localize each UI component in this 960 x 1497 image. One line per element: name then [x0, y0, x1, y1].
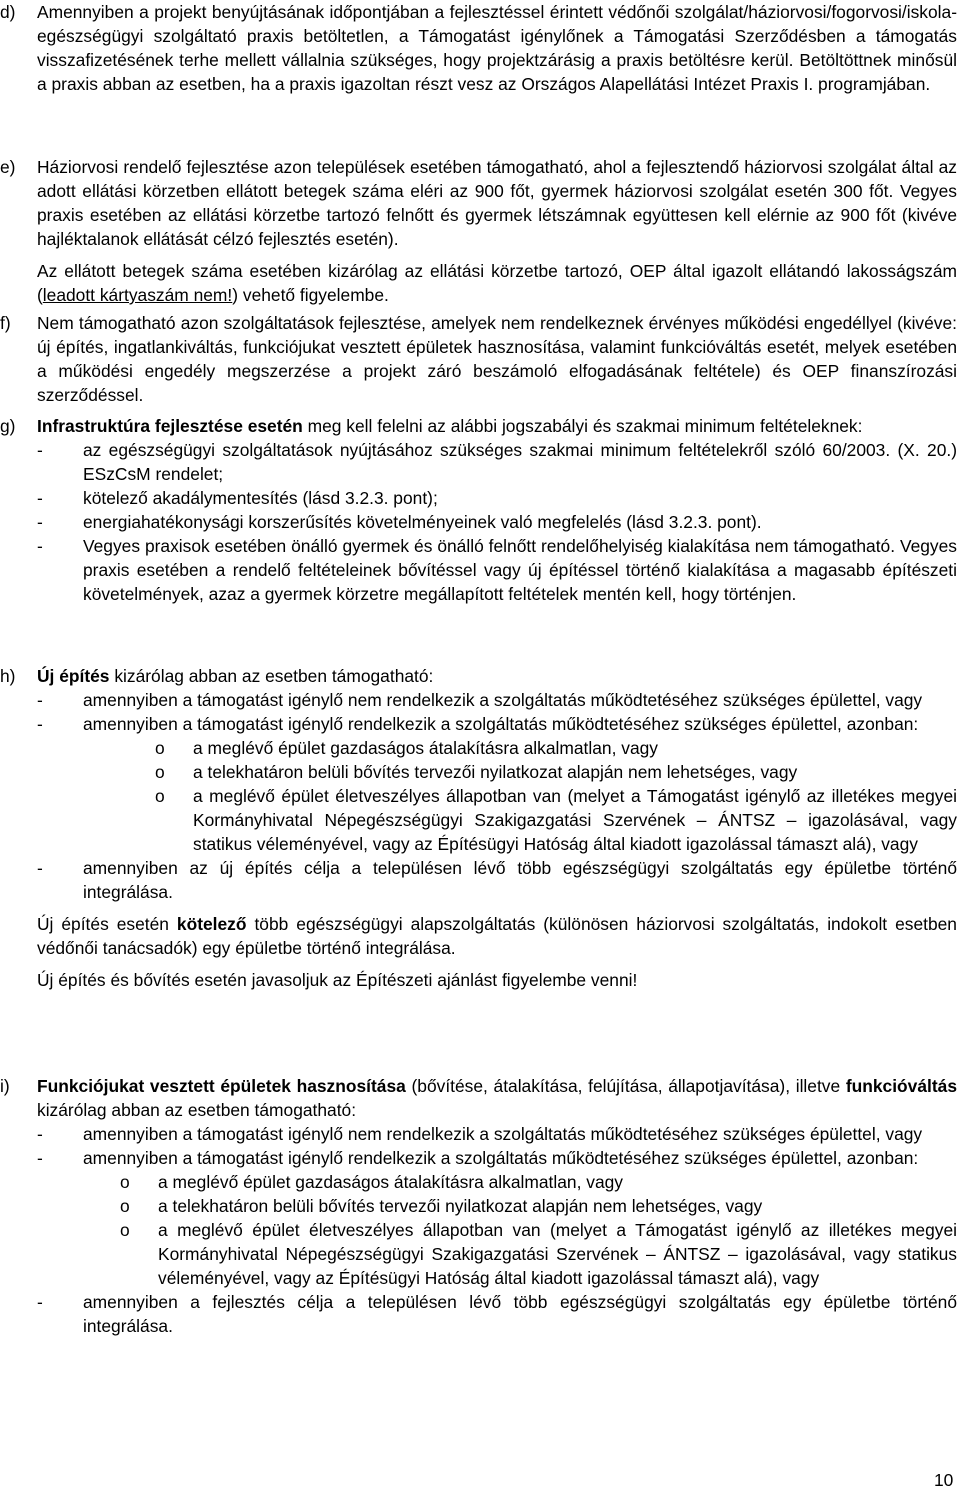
sub-bullet-item: o a meglévő épület gazdaságos átalakításra alkalmatlan, vagy	[120, 1172, 623, 1192]
item-text: Háziorvosi rendelő fejlesztése azon települések esetében támogatható, ahol a fejlesztendő háziorvosi szolgálat által az adott ellátási körzetben ellátott betegek száma eléri az 900 főt, gyermek háziorvosi szolgálat esetén 300 főt. Vegyes praxis esetében az ellátási körzetbe tartozó felnőtt és gyermek létszámnak együttesen kell elérnie az 900 főt (kivéve hajléktalanok ellátását célzó fejlesztés esetén).	[37, 157, 957, 249]
bullet-item: - Vegyes praxisok esetében önálló gyermek és önálló felnőtt rendelőhelyiség kialakítása nem támogatható. Vegyes praxis esetében a rendelő feltételeinek bővítéssel vagy új építéssel történő kialakítása a magasabb építészeti követelmények, azaz a gyermek körzetre megállapított feltételek mentén kell, hogy történjen.	[37, 536, 957, 604]
item-text: Funkciójukat vesztett épületek hasznosítása (bővítése, átalakítása, felújítása, állapotjavítása), illetve funkcióváltás kizárólag abban az esetben támogatható:	[37, 1076, 957, 1120]
bullet-item: - kötelező akadálymentesítés (lásd 3.2.3. pont);	[37, 488, 438, 508]
item-text: Amennyiben a projekt benyújtásának időpontjában a fejlesztéssel érintett védőnői szolgálat/háziorvosi/fogorvosi/iskola-egészségügyi szolgáltató praxis betöltetlen, a Támogatást igénylőnek a Támogatási Szerződésben a támogatás visszafizetésének terhe mellett vállalnia szükséges, hogy projektzárásig a praxis betöltésre kerül. Betöltöttnek minősül a praxis abban az esetben, ha a praxis igazoltan részt vesz az Országos Alapellátási Intézet Praxis I. programjában.	[37, 2, 957, 94]
bullet-item: - amennyiben a fejlesztés célja a településen lévő több egészségügyi szolgáltatás egy épületbe történő integrálása.	[37, 1292, 957, 1336]
item-d	[0, 0, 957, 96]
item-label: e)	[0, 157, 16, 177]
item-text: Infrastruktúra fejlesztése esetén meg kell felelni az alábbi jogszabályi és szakmai minimum feltételeknek:	[37, 416, 863, 436]
item-note: Új építés esetén kötelező több egészségügyi alapszolgáltatás (különösen háziorvosi szolgáltatás, indokolt esetben védőnői tanácsadók) egy épületbe történő integrálása.	[37, 914, 957, 958]
sub-bullet-item: o a meglévő épület gazdaságos átalakításra alkalmatlan, vagy	[155, 738, 658, 758]
page-number: 10	[934, 1470, 954, 1490]
item-label: i)	[0, 1076, 10, 1096]
item-text: Nem támogatható azon szolgáltatások fejlesztése, amelyek nem rendelkeznek érvényes működési engedéllyel (kivéve: új építés, ingatlankiváltás, funkciójukat vesztett épületek hasznosítása, valamint funkcióváltás esetét, melyek esetében a működési engedély megszerzése a projekt záró beszámoló elfogadásának feltétele) és OEP finanszírozási szerződéssel.	[37, 313, 957, 405]
item-h	[0, 664, 957, 992]
underlined-text: leadott kártyaszám nem!	[42, 285, 233, 305]
sub-bullet-item: o a meglévő épület életveszélyes állapotban van (melyet a Támogatást igénylő az illetékes megyei Kormányhivatal Népegészségügyi Szakigazgatási Szervének – ÁNTSZ – igazolásával, vagy statikus véleményével, vagy az Építésügyi Hatóság által kiadott igazolással támaszt alá), vagy	[155, 786, 957, 854]
item-note: Új építés és bővítés esetén javasoljuk az Építészeti ajánlást figyelembe venni!	[37, 970, 638, 990]
bullet-item: - amennyiben a támogatást igénylő nem rendelkezik a szolgáltatás működtetéséhez szükséges épülettel, vagy	[37, 1124, 923, 1144]
bullet-item: - az egészségügyi szolgáltatások nyújtásához szükséges szakmai minimum feltételekről szóló 60/2003. (X. 20.) ESzCsM rendelet;	[37, 440, 957, 484]
bullet-item: - amennyiben a támogatást igénylő nem rendelkezik a szolgáltatás működtetéséhez szükséges épülettel, vagy	[37, 690, 923, 710]
bullet-item: - amennyiben a támogatást igénylő rendelkezik a szolgáltatás működtetéséhez szükséges épülettel, azonban:	[37, 1148, 919, 1168]
sub-bullet-item: o a telekhatáron belüli bővítés tervezői nyilatkozat alapján nem lehetséges, vagy	[120, 1196, 763, 1216]
item-label: g)	[0, 416, 16, 436]
item-e	[0, 155, 957, 307]
sub-bullet-item: o a telekhatáron belüli bővítés tervezői nyilatkozat alapján nem lehetséges, vagy	[155, 762, 798, 782]
item-label: h)	[0, 666, 16, 686]
item-g	[0, 414, 957, 606]
item-text: Új építés kizárólag abban az esetben támogatható:	[37, 666, 434, 686]
bullet-item: - energiahatékonysági korszerűsítés követelményeinek való megfelelés (lásd 3.2.3. pont).	[37, 512, 762, 532]
item-i	[0, 1074, 957, 1338]
item-label: d)	[0, 2, 16, 22]
item-f	[0, 311, 957, 407]
sub-bullet-item: o a meglévő épület életveszélyes állapotban van (melyet a Támogatást igénylő az illetékes megyei Kormányhivatal Népegészségügyi Szakigazgatási Szervének – ÁNTSZ – igazolásával, vagy statikus véleményével, vagy az Építésügyi Hatóság által kiadott igazolással támaszt alá), vagy	[120, 1220, 957, 1288]
item-paragraph: Az ellátott betegek száma esetében kizárólag az ellátási körzetbe tartozó, OEP által igazolt ellátandó lakosságszám (leadott kártyaszám nem!) vehető figyelembe.	[37, 261, 957, 305]
bullet-item: - amennyiben az új építés célja a településen lévő több egészségügyi szolgáltatás egy épületbe történő integrálása.	[37, 858, 957, 902]
item-label: f)	[0, 313, 11, 333]
bullet-item: - amennyiben a támogatást igénylő rendelkezik a szolgáltatás működtetéséhez szükséges épülettel, azonban:	[37, 714, 919, 734]
